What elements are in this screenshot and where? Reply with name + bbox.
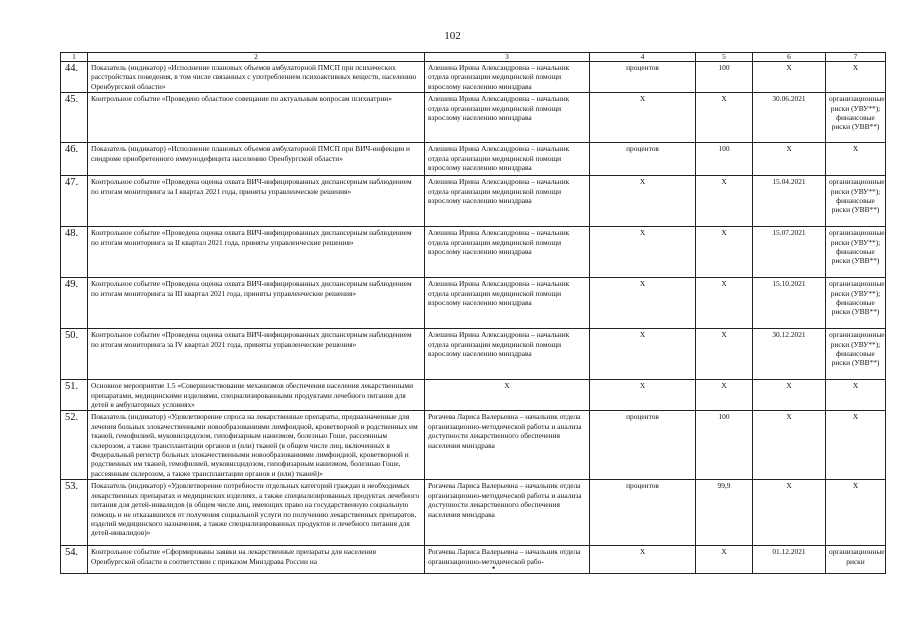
table-row	[61, 93, 886, 143]
row-value: X	[696, 93, 753, 143]
row-unit: процентов	[590, 143, 696, 176]
row-risk: X	[826, 480, 886, 546]
row-date: X	[753, 411, 826, 480]
row-description: Показатель (индикатор) «Удовлетворение потребности отдельных категорий граждан в необходимых лекарственных препаратах и медицинских изделиях, а также специализированных продуктах лечебного питания для детей-инвалидов (в общем числе лиц, имеющих право на государственную социальную помощь и не отказавшихся от получения социальной услуги по получению лекарственных препаратов, изделий медицинского назначения, а также специализированных продуктов и лечебного питания для детей-инвалидов)»	[88, 480, 425, 546]
table-row	[61, 227, 886, 278]
row-unit: X	[590, 380, 696, 411]
row-description: Контрольное событие «Сформированы заявки на лекарственные препараты для населения Оренбургской области в соответствии с приказом Минздрава России на	[88, 546, 425, 574]
table-row	[61, 176, 886, 227]
row-number: 50.	[61, 329, 88, 380]
row-value: X	[696, 227, 753, 278]
column-number: 5	[696, 53, 753, 62]
row-unit: X	[590, 278, 696, 329]
row-unit: X	[590, 227, 696, 278]
row-unit: X	[590, 329, 696, 380]
row-risk: X	[826, 380, 886, 411]
row-date: 01.12.2021	[753, 546, 826, 574]
column-number: 3	[425, 53, 590, 62]
row-risk: X	[826, 411, 886, 480]
row-value: 100	[696, 143, 753, 176]
table-row	[61, 329, 886, 380]
column-number: 6	[753, 53, 826, 62]
column-number: 4	[590, 53, 696, 62]
row-date: X	[753, 62, 826, 93]
row-responsible: Алешина Ирина Александровна – начальник отдела организации медицинской помощи взрослому населению минздрава	[425, 278, 590, 329]
column-number: 7	[826, 53, 886, 62]
row-number: 45.	[61, 93, 88, 143]
row-number: 46.	[61, 143, 88, 176]
row-unit: процентов	[590, 480, 696, 546]
row-value: X	[696, 278, 753, 329]
row-value: X	[696, 546, 753, 574]
row-number: 48.	[61, 227, 88, 278]
row-value: 99,9	[696, 480, 753, 546]
row-date: 30.12.2021	[753, 329, 826, 380]
row-description: Показатель (индикатор) «Исполнение плановых объемов амбулаторной ПМСП при ВИЧ-инфекции и синдроме приобретенного иммунодефицита населению Оренбургской области»	[88, 143, 425, 176]
row-responsible: Алешина Ирина Александровна – начальник отдела организации медицинской помощи взрослому населению минздрава	[425, 227, 590, 278]
row-description: Контрольное событие «Проведена оценка охвата ВИЧ-инфицированных диспансерным наблюдением по итогам мониторинга за III квартал 2021 года, приняты управленческие решения»	[88, 278, 425, 329]
row-number: 47.	[61, 176, 88, 227]
row-risk: X	[826, 143, 886, 176]
row-unit: X	[590, 546, 696, 574]
table-row	[61, 143, 886, 176]
row-value: X	[696, 329, 753, 380]
table-row	[61, 411, 886, 480]
row-risk: организационные риски (УВУ**); финансовые риски (УВВ**)	[826, 227, 886, 278]
row-number: 49.	[61, 278, 88, 329]
table-row	[61, 546, 886, 574]
row-unit: X	[590, 176, 696, 227]
table-row	[61, 380, 886, 411]
row-number: 52.	[61, 411, 88, 480]
column-number: 2	[88, 53, 425, 62]
row-description: Контрольное событие «Проведена оценка охвата ВИЧ-инфицированных диспансерным наблюдением по итогам мониторинга за II квартал 2021 года, приняты управленческие решения»	[88, 227, 425, 278]
row-responsible: Рогачева Лариса Валерьевна – начальник отдела организационно-методической рабо-	[425, 546, 590, 574]
row-unit: X	[590, 93, 696, 143]
row-value: 100	[696, 411, 753, 480]
row-description: Контрольное событие «Проведено областное совещание по актуальным вопросам психиатрии»	[88, 93, 425, 143]
row-unit: процентов	[590, 62, 696, 93]
row-description: Контрольное событие «Проведена оценка охвата ВИЧ-инфицированных диспансерным наблюдением по итогам мониторинга за I квартал 2021 года, приняты управленческие решения»	[88, 176, 425, 227]
table-row	[61, 62, 886, 93]
row-description: Показатель (индикатор) «Удовлетворение спроса на лекарственные препараты, предназначенные для лечения больных злокачественными новообразованиями лимфоидной, кроветворной и родственных им тканей, гемофилией, муковисцидозом, гипофизарным нанизмом, болезнью Гоше, рассеянным склерозом, а также трансплантации органов и (или) тканей (в общем числе лиц, включенных в Федеральный регистр больных злокачественными новообразованиями лимфоидной, кроветворной и родственных им тканей, гемофилией, муковисцидозом, гипофизарным нанизмом, болезнью Гоше, рассеянным склерозом, а также трансплантации органов и (или) тканей)»	[88, 411, 425, 480]
row-responsible: Рогачева Лариса Валерьевна – начальник отдела организационно-методической работы и анализа доступности лекарственного обеспечения населения минздрава	[425, 411, 590, 480]
row-risk: организационные риски (УВУ**); финансовые риски (УВВ**)	[826, 329, 886, 380]
row-responsible: Алешина Ирина Александровна – начальник отдела организации медицинской помощи взрослому населению минздрава	[425, 176, 590, 227]
row-value: X	[696, 380, 753, 411]
row-risk: организационные риски (УВУ**); финансовые риски (УВВ**)	[826, 93, 886, 143]
stray-mark: •	[492, 563, 496, 573]
page-number: 102	[444, 30, 461, 42]
row-number: 51.	[61, 380, 88, 411]
row-risk: организационные риски (УВУ**); финансовые риски (УВВ**)	[826, 176, 886, 227]
table-row	[61, 278, 886, 329]
row-description: Основное мероприятие 1.5 «Совершенствование механизмов обеспечения населения лекарственными препаратами, медицинскими изделиями, специализированными продуктами лечебного питания для детей в амбулаторных условиях»	[88, 380, 425, 411]
row-date: X	[753, 380, 826, 411]
row-number: 44.	[61, 62, 88, 93]
row-responsible: X	[425, 380, 590, 411]
row-description: Показатель (индикатор) «Исполнение плановых объемов амбулаторной ПМСП при психических расстройствах поведения, в том числе связанных с употреблением психоактивных веществ, населению Оренбургской области»	[88, 62, 425, 93]
row-risk: организационные риски (УВУ**); финансовые риски (УВВ**)	[826, 278, 886, 329]
row-date: X	[753, 143, 826, 176]
row-number: 53.	[61, 480, 88, 546]
row-description: Контрольное событие «Проведена оценка охвата ВИЧ-инфицированных диспансерным наблюдением по итогам мониторинга за IV квартал 2021 года, приняты управленческие решения»	[88, 329, 425, 380]
row-date: 15.04.2021	[753, 176, 826, 227]
row-value: 100	[696, 62, 753, 93]
activities-table	[60, 52, 886, 574]
row-responsible: Алешина Ирина Александровна – начальник отдела организации медицинской помощи взрослому населению минздрава	[425, 62, 590, 93]
row-responsible: Алешина Ирина Александровна – начальник отдела организации медицинской помощи взрослому населению минздрава	[425, 143, 590, 176]
row-responsible: Алешина Ирина Александровна – начальник отдела организации медицинской помощи взрослому населению минздрава	[425, 93, 590, 143]
row-value: X	[696, 176, 753, 227]
row-responsible: Алешина Ирина Александровна – начальник отдела организации медицинской помощи взрослому населению минздрава	[425, 329, 590, 380]
row-date: 15.07.2021	[753, 227, 826, 278]
column-number-row	[61, 53, 886, 62]
row-risk: X	[826, 62, 886, 93]
row-date: 30.06.2021	[753, 93, 826, 143]
row-number: 54.	[61, 546, 88, 574]
row-date: X	[753, 480, 826, 546]
row-risk: организационные риски	[826, 546, 886, 574]
row-responsible: Рогачева Лариса Валерьевна – начальник отдела организационно-методической работы и анализа доступности лекарственного обеспечения населения минздрава	[425, 480, 590, 546]
row-date: 15.10.2021	[753, 278, 826, 329]
column-number: 1	[61, 53, 88, 62]
row-unit: процентов	[590, 411, 696, 480]
table-row	[61, 480, 886, 546]
